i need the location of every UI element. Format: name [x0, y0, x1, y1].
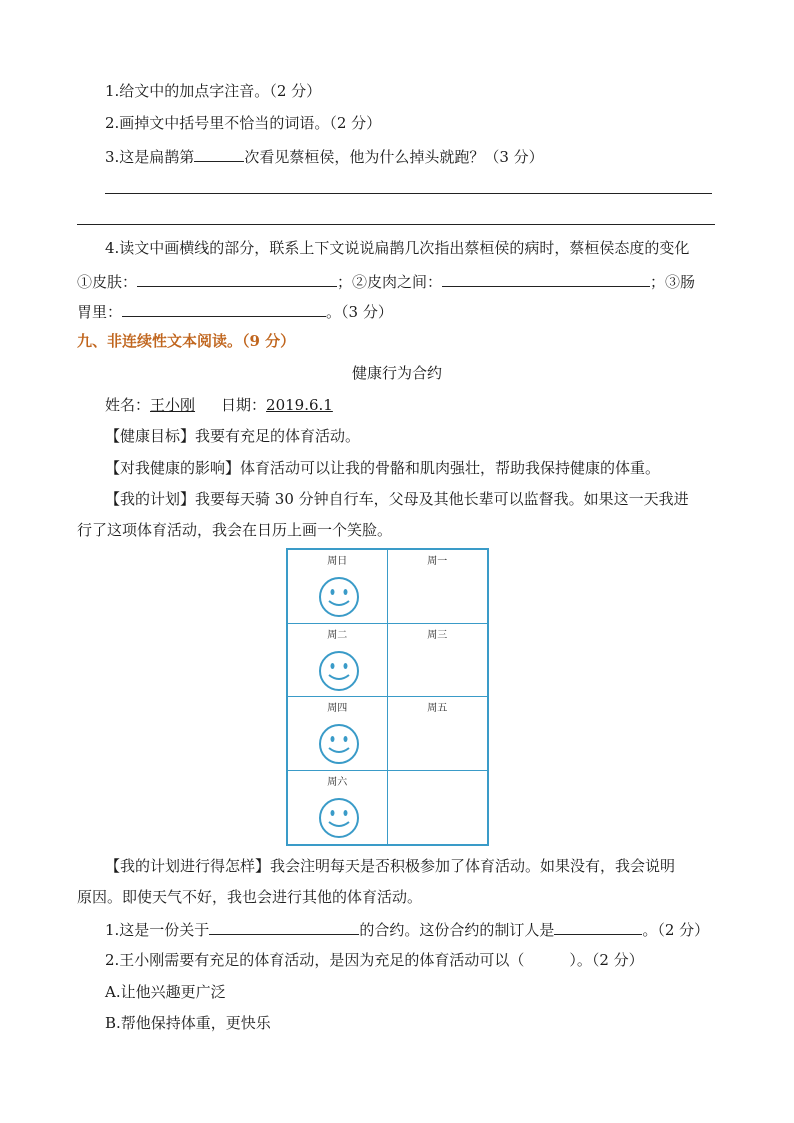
calendar-cell: [288, 771, 388, 845]
answer-line[interactable]: [77, 224, 715, 225]
section9-question-1: [105, 918, 709, 940]
answer-line[interactable]: [105, 193, 712, 194]
smiley-face-icon: [318, 797, 360, 839]
flesh-label: ；②皮肉之间：: [337, 273, 443, 291]
skin-label: ①皮肤：: [77, 273, 138, 291]
name-label: 姓名：: [105, 396, 151, 414]
stomach-label: 胃里：: [77, 303, 123, 321]
calendar-cell: [288, 550, 388, 624]
answer-blank[interactable]: [554, 918, 642, 935]
day-label: 周日: [327, 556, 348, 567]
calendar-cell: [388, 771, 488, 845]
intestine-label: ；③肠: [650, 273, 696, 291]
day-label: 周四: [327, 703, 348, 714]
plan-text-2: 行了这项体育活动，我会在日历上画一个笑脸。: [77, 521, 393, 539]
option-a[interactable]: A.让他兴趣更广泛: [105, 983, 226, 1001]
calendar-cell: [288, 624, 388, 698]
question-1: 1.给文中的加点字注音。（2 分）: [105, 82, 322, 100]
question-3-suffix: 次看见蔡桓侯，他为什么掉头就跑？（3 分）: [244, 148, 544, 166]
day-label: 周五: [427, 703, 448, 714]
answer-blank[interactable]: [442, 270, 650, 287]
date-value: 2019.6.1: [266, 396, 333, 414]
answer-blank[interactable]: [122, 300, 326, 317]
progress-text-1: 【我的计划进行得怎样】我会注明每天是否积极参加了体育活动。如果没有，我会说明: [105, 857, 676, 875]
day-label: 周六: [327, 776, 348, 788]
question-4-answers-row1: [77, 270, 695, 292]
day-label: 周二: [327, 629, 348, 641]
name-date-row: [105, 395, 333, 415]
section9-question-2: 2.王小刚需要有充足的体育活动，是因为充足的体育活动可以（ ）。（2 分）: [105, 951, 644, 969]
calendar-cell: [388, 550, 488, 624]
question-3-prefix: 3.这是扁鹊第: [105, 148, 195, 166]
date-label: 日期：: [221, 396, 267, 414]
calendar-cell: [388, 624, 488, 698]
health-effect: 【对我健康的影响】体育活动可以让我的骨骼和肌肉强壮，帮助我保持健康的体重。: [105, 459, 661, 477]
day-label: 周一: [427, 556, 448, 567]
health-goal: 【健康目标】我要有充足的体育活动。: [105, 427, 361, 445]
question-4: 4.读文中画横线的部分，联系上下文说说扁鹊几次指出蔡桓侯的病时，蔡桓侯态度的变化: [105, 239, 690, 257]
progress-text-2: 原因。即使天气不好，我也会进行其他的体育活动。: [77, 888, 423, 906]
question-2: 2.画掉文中括号里不恰当的词语。（2 分）: [105, 114, 382, 132]
answer-blank[interactable]: [209, 918, 359, 935]
points-label: 。（3 分）: [326, 303, 393, 321]
question-3: [105, 145, 544, 167]
answer-blank[interactable]: [137, 270, 337, 287]
name-value: 王小刚: [150, 396, 196, 414]
calendar-cell: [288, 697, 388, 771]
calendar-grid: [286, 548, 489, 846]
smiley-face-icon: [318, 576, 360, 618]
contract-title: 健康行为合约: [351, 364, 442, 382]
q1-suffix: 。（2 分）: [642, 921, 710, 939]
q1-prefix: 1.这是一份关于: [105, 921, 210, 939]
question-4-answers-row2: [77, 300, 393, 322]
plan-text-1: 【我的计划】我要每天骑 30 分钟自行车，父母及其他长辈可以监督我。如果这一天我进: [105, 490, 689, 508]
smiley-face-icon: [318, 723, 360, 765]
option-b[interactable]: B.帮他保持体重，更快乐: [105, 1014, 271, 1032]
section-heading: 九、非连续性文本阅读。（9 分）: [77, 332, 296, 350]
calendar-cell: [388, 697, 488, 771]
day-label: 周三: [427, 629, 448, 641]
answer-blank[interactable]: [194, 145, 244, 162]
q1-middle: 的合约。这份合约的制订人是: [359, 921, 555, 939]
smiley-face-icon: [318, 650, 360, 692]
